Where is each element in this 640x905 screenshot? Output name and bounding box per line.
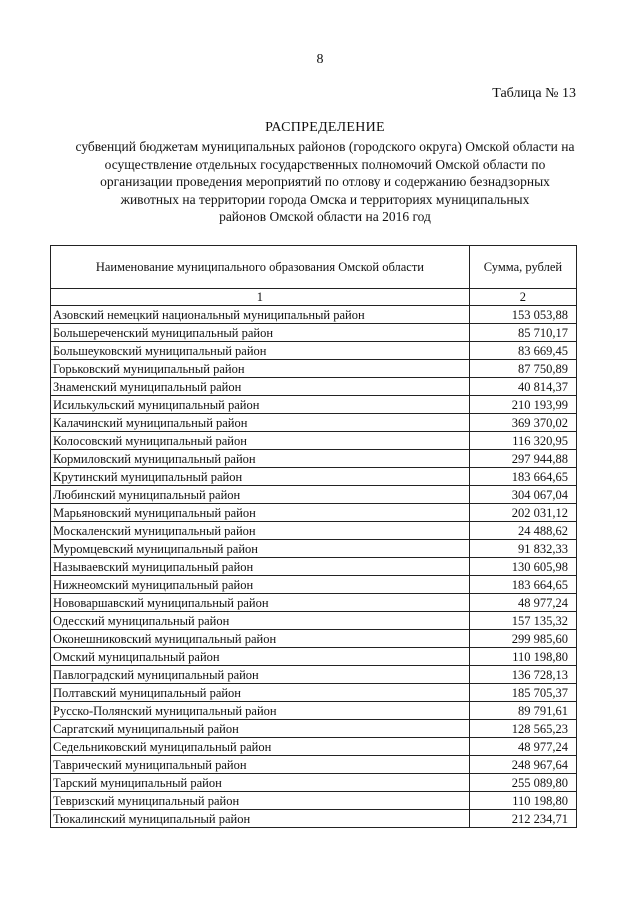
subsidy-amount: 87 750,89 [469,360,576,378]
subsidy-amount: 48 977,24 [469,738,576,756]
subsidy-amount: 248 967,64 [469,756,576,774]
subsidy-amount: 369 370,02 [469,414,576,432]
municipality-name: Знаменский муниципальный район [51,378,470,396]
table-row [51,720,577,738]
municipality-name: Любинский муниципальный район [51,486,470,504]
municipality-name: Большереченский муниципальный район [51,324,470,342]
table-row [51,738,577,756]
subsidy-amount: 128 565,23 [469,720,576,738]
table-row [51,396,577,414]
subtitle-line: районов Омской области на 2016 год [219,209,431,224]
municipality-name: Павлоградский муниципальный район [51,666,470,684]
table-row [51,522,577,540]
subsidy-amount: 24 488,62 [469,522,576,540]
municipality-name: Полтавский муниципальный район [51,684,470,702]
table-row [51,792,577,810]
subsidy-amount: 85 710,17 [469,324,576,342]
column-header-sum: Сумма, рублей [469,246,576,289]
document-subtitle [40,138,610,226]
subsidy-amount: 136 728,13 [469,666,576,684]
table-row [51,666,577,684]
municipality-name: Тевризский муниципальный район [51,792,470,810]
subsidy-amount: 130 605,98 [469,558,576,576]
subsidy-amount: 157 135,32 [469,612,576,630]
municipality-name: Марьяновский муниципальный район [51,504,470,522]
column-index-row [51,289,577,306]
table-row [51,540,577,558]
subsidy-amount: 48 977,24 [469,594,576,612]
municipality-name: Большеуковский муниципальный район [51,342,470,360]
subsidy-amount: 299 985,60 [469,630,576,648]
table-row [51,756,577,774]
table-row [51,306,577,324]
table-row [51,558,577,576]
table-row [51,360,577,378]
subsidy-amount: 110 198,80 [469,792,576,810]
subtitle-line: субвенций бюджетам муниципальных районов (городского округа) Омской области на [75,139,575,154]
table-row [51,486,577,504]
table-row [51,810,577,828]
municipality-name: Горьковский муниципальный район [51,360,470,378]
subsidy-amount: 91 832,33 [469,540,576,558]
table-row [51,702,577,720]
table-row [51,324,577,342]
subtitle-line: организации проведения мероприятий по отлову и содержанию безнадзорных [100,174,550,189]
municipality-name: Кормиловский муниципальный район [51,450,470,468]
table-row [51,648,577,666]
municipality-name: Русско-Полянский муниципальный район [51,702,470,720]
subsidy-amount: 110 198,80 [469,648,576,666]
municipality-name: Оконешниковский муниципальный район [51,630,470,648]
table-row [51,576,577,594]
subsidy-amount: 255 089,80 [469,774,576,792]
municipality-name: Нижнеомский муниципальный район [51,576,470,594]
municipality-name: Таврический муниципальный район [51,756,470,774]
subtitle-line: осуществление отдельных государственных полномочий Омской области по [104,156,546,172]
municipality-name: Муромцевский муниципальный район [51,540,470,558]
table-row [51,504,577,522]
table-row [51,684,577,702]
municipality-name: Тюкалинский муниципальный район [51,810,470,828]
subsidy-amount: 40 814,37 [469,378,576,396]
subsidy-amount: 89 791,61 [469,702,576,720]
document-heading [40,120,610,226]
column-index: 2 [469,289,576,306]
subsidy-amount: 185 705,37 [469,684,576,702]
subsidy-amount: 304 067,04 [469,486,576,504]
table-row [51,414,577,432]
municipality-name: Азовский немецкий национальный муниципальный район [51,306,470,324]
subsidy-amount: 210 193,99 [469,396,576,414]
subsidy-amount: 83 669,45 [469,342,576,360]
municipality-name: Колосовский муниципальный район [51,432,470,450]
distribution-table [50,245,577,828]
subsidy-amount: 212 234,71 [469,810,576,828]
subtitle-line: животных на территории города Омска и территориях муниципальных [120,191,530,207]
municipality-name: Крутинский муниципальный район [51,468,470,486]
table-label: Таблица № 13 [492,86,576,101]
column-header-name: Наименование муниципального образования Омской области [51,246,470,289]
subsidy-amount: 183 664,65 [469,468,576,486]
table-row [51,630,577,648]
subsidy-amount: 183 664,65 [469,576,576,594]
table-header-row [51,246,577,289]
municipality-name: Седельниковский муниципальный район [51,738,470,756]
table-row [51,342,577,360]
table-row [51,450,577,468]
table-row [51,468,577,486]
document-title: РАСПРЕДЕЛЕНИЕ [265,120,385,135]
subsidy-amount: 116 320,95 [469,432,576,450]
municipality-name: Одесский муниципальный район [51,612,470,630]
subsidy-amount: 202 031,12 [469,504,576,522]
column-index: 1 [51,289,470,306]
page-number: 8 [316,52,324,67]
subsidy-amount: 297 944,88 [469,450,576,468]
table-row [51,432,577,450]
municipality-name: Саргатский муниципальный район [51,720,470,738]
table-row [51,594,577,612]
table-row [51,612,577,630]
municipality-name: Исилькульский муниципальный район [51,396,470,414]
table-row [51,774,577,792]
subsidy-amount: 153 053,88 [469,306,576,324]
table-row [51,378,577,396]
municipality-name: Калачинский муниципальный район [51,414,470,432]
municipality-name: Омский муниципальный район [51,648,470,666]
municipality-name: Москаленский муниципальный район [51,522,470,540]
municipality-name: Нововаршавский муниципальный район [51,594,470,612]
municipality-name: Тарский муниципальный район [51,774,470,792]
municipality-name: Называевский муниципальный район [51,558,470,576]
